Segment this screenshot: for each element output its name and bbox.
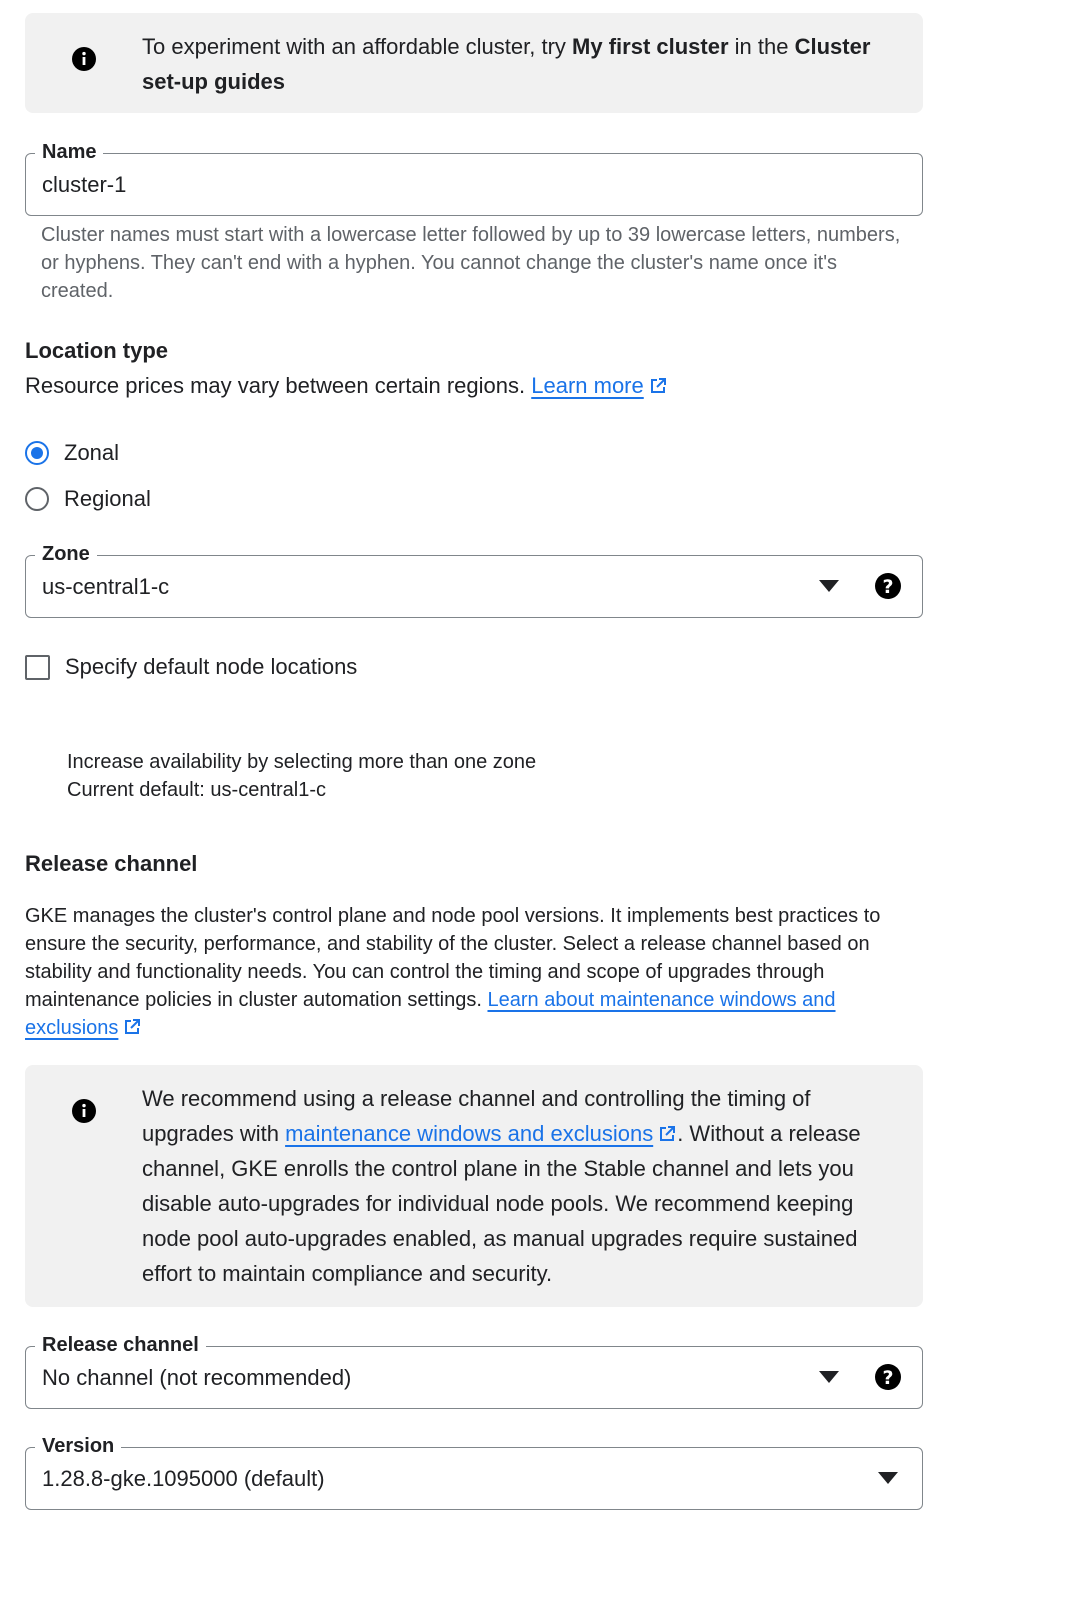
node-locations-hint-1: Increase availability by selecting more than one zone	[67, 751, 537, 773]
radio-button-regional[interactable]	[25, 487, 49, 511]
location-type-description	[25, 372, 668, 400]
zone-field-label: Zone	[35, 542, 97, 566]
external-link-icon	[648, 376, 668, 396]
radio-button-zonal[interactable]	[25, 441, 49, 465]
radio-label-zonal: Zonal	[64, 440, 120, 465]
release-channel-select[interactable]	[25, 1334, 923, 1409]
name-field-label: Name	[35, 140, 103, 164]
zone-select[interactable]	[25, 543, 923, 618]
cluster-guide-info-text	[142, 29, 902, 99]
maintenance-windows-info-link[interactable]: maintenance windows and exclusions	[285, 1121, 654, 1146]
info-icon	[72, 1099, 96, 1123]
name-field[interactable]	[25, 141, 923, 216]
version-field-label: Version	[35, 1434, 121, 1458]
info-icon	[72, 47, 96, 71]
maintenance-windows-link[interactable]: Learn about maintenance windows and exclusions	[25, 989, 836, 1039]
chevron-down-icon[interactable]	[819, 580, 839, 592]
external-link-icon	[122, 1017, 142, 1037]
learn-more-link[interactable]: Learn more	[531, 373, 644, 398]
svg-text:?: ?	[882, 1367, 894, 1389]
help-icon[interactable]	[874, 1363, 902, 1391]
release-channel-description	[25, 902, 930, 1042]
external-link-icon	[657, 1124, 677, 1144]
node-locations-hint-2: Current default: us-central1-c	[67, 779, 327, 801]
info-text-part: To experiment with an affordable cluster, try	[142, 34, 573, 59]
location-type-heading: Location type	[25, 338, 169, 363]
location-description-text: Resource prices may vary between certain regions.	[25, 373, 532, 398]
info-text-part: in the	[728, 34, 795, 59]
release-info-text-part: We recommend using a release channel and controlling the timing of upgrades with	[142, 1086, 811, 1146]
default-node-locations-checkbox[interactable]	[25, 655, 50, 680]
chevron-down-icon[interactable]	[819, 1371, 839, 1383]
release-channel-field-value: No channel (not recommended)	[42, 1365, 352, 1390]
svg-text:?: ?	[882, 576, 894, 598]
name-field-value[interactable]: cluster-1	[42, 172, 127, 197]
radio-zonal[interactable]	[25, 438, 119, 468]
cluster-setup-guides-text: Cluster set-up guides	[142, 34, 871, 94]
radio-regional[interactable]	[25, 484, 151, 514]
release-channel-info-text	[142, 1081, 907, 1291]
release-channel-field-label: Release channel	[35, 1333, 206, 1357]
default-node-locations-checkbox-row[interactable]	[25, 652, 357, 682]
default-node-locations-label: Specify default node locations	[65, 654, 358, 679]
release-channel-heading: Release channel	[25, 851, 198, 876]
name-helper-text: Cluster names must start with a lowercase letter followed by up to 39 lowercase letters, numbers, or hyphens. They can't end with a hyphen. You cannot change the cluster's name once it's created.	[41, 224, 901, 302]
release-description-text: GKE manages the cluster's control plane and node pool versions. It implements best practices to ensure the security, performance, and stability of the cluster. Select a release channel based on stability and functionality needs. You can control the timing and scope of upgrades through maintenance policies in cluster automation settings.	[25, 905, 881, 1011]
release-info-text-part: . Without a release channel, GKE enrolls the control plane in the Stable channel and lets you disable auto-upgrades for individual node pools. We recommend keeping node pool auto-upgrades enabled, as manual upgrades require sustained effort to maintain compliance and security.	[142, 1121, 861, 1286]
my-first-cluster-text: My first cluster	[572, 34, 729, 59]
chevron-down-icon[interactable]	[878, 1472, 898, 1484]
radio-label-regional: Regional	[64, 486, 151, 511]
version-select[interactable]	[25, 1435, 923, 1510]
zone-field-value: us-central1-c	[42, 574, 170, 599]
version-field-value: 1.28.8-gke.1095000 (default)	[42, 1466, 325, 1491]
help-icon[interactable]	[874, 572, 902, 600]
